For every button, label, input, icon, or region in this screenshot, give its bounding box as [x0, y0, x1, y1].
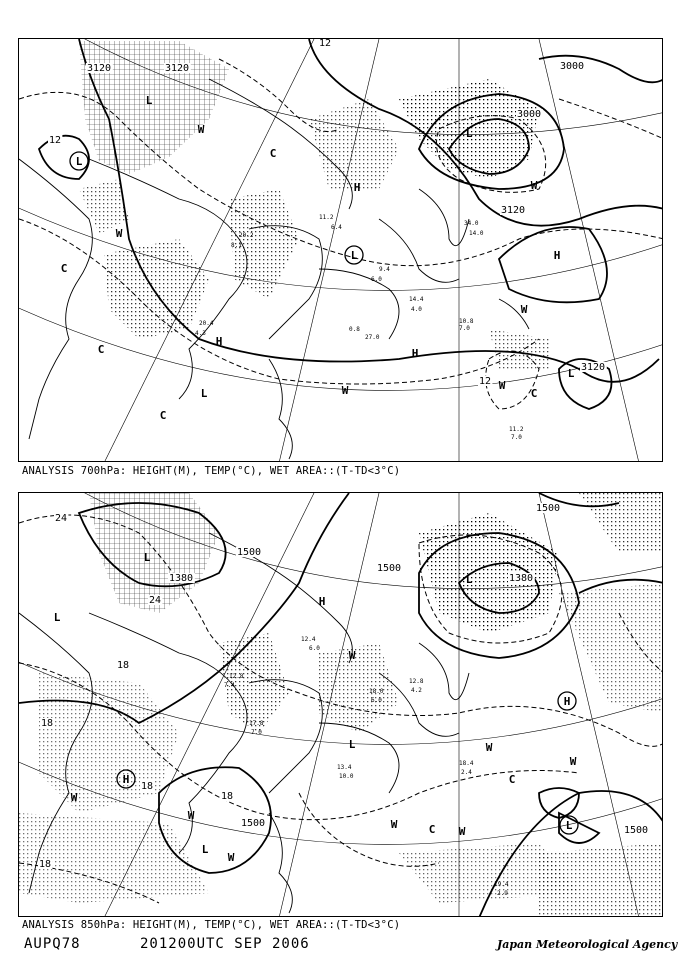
svg-text:2.4: 2.4: [461, 769, 472, 776]
analysis-850hpa-map: [18, 492, 663, 917]
marker-l: L: [465, 573, 473, 586]
svg-text:20.4: 20.4: [199, 320, 214, 327]
marker-w: W: [115, 227, 123, 240]
marker-w: W: [187, 809, 195, 822]
svg-text:12.8: 12.8: [409, 678, 424, 685]
marker-w: W: [348, 649, 356, 662]
svg-text:7.0: 7.0: [459, 325, 470, 332]
contour-label: 1500: [241, 818, 266, 829]
marker-l: L: [465, 127, 473, 140]
svg-text:20.2: 20.2: [239, 232, 254, 239]
marker-c: C: [508, 773, 516, 786]
svg-text:14.0: 14.0: [469, 230, 484, 237]
contour-label: 1500: [237, 547, 262, 558]
marker-h: H: [553, 249, 561, 262]
marker-c: C: [97, 343, 105, 356]
svg-text:10.8: 10.8: [459, 318, 474, 325]
marker-l: L: [201, 843, 209, 856]
svg-text:6.0: 6.0: [371, 276, 382, 283]
contour-label: 12: [49, 135, 62, 146]
marker-h: H: [318, 595, 326, 608]
marker-w: W: [569, 755, 577, 768]
marker-w: W: [520, 303, 528, 316]
marker-l: L: [75, 155, 83, 168]
contour-label: 12: [479, 376, 492, 387]
marker-l: L: [145, 94, 153, 107]
contour-label: 3120: [87, 63, 112, 74]
contour-label: 18: [117, 660, 130, 671]
svg-text:6.4: 6.4: [331, 224, 342, 231]
marker-c: C: [428, 823, 436, 836]
marker-c: C: [60, 262, 68, 275]
marker-l: L: [200, 387, 208, 400]
contour-label: 18: [221, 791, 234, 802]
svg-text:11.2: 11.2: [319, 214, 334, 221]
contour-label: 1500: [624, 825, 649, 836]
contour-label: 3000: [560, 61, 585, 72]
contour-label: 18: [41, 718, 54, 729]
contour-label: 18: [39, 859, 52, 870]
marker-w: W: [341, 384, 349, 397]
svg-text:18.4: 18.4: [459, 760, 474, 767]
contour-label: 3120: [501, 205, 526, 216]
marker-l: L: [143, 551, 151, 564]
marker-l: L: [565, 819, 573, 832]
marker-h: H: [353, 181, 361, 194]
svg-text:17.8: 17.8: [249, 720, 264, 727]
contour-label: 1380: [509, 573, 534, 584]
map-700-canvas: [19, 39, 663, 462]
svg-text:7.4: 7.4: [224, 682, 235, 689]
marker-l: L: [567, 367, 575, 380]
marker-w: W: [390, 818, 398, 831]
map-850-canvas: [19, 493, 663, 917]
marker-w: W: [485, 741, 493, 754]
analysis-700hpa-map: [18, 38, 663, 462]
contour-label: 1500: [536, 503, 561, 514]
marker-w: W: [227, 851, 235, 864]
svg-text:14.4: 14.4: [409, 296, 424, 303]
svg-text:6.0: 6.0: [309, 645, 320, 652]
svg-text:7.0: 7.0: [511, 434, 522, 441]
contour-label: 24: [55, 513, 68, 524]
marker-w: W: [197, 123, 205, 136]
marker-h: H: [215, 335, 223, 348]
marker-h: H: [563, 695, 571, 708]
marker-c: C: [530, 387, 538, 400]
svg-text:4.3: 4.3: [195, 330, 206, 337]
agency-credit: Japan Meteorological Agency: [497, 938, 678, 951]
marker-w: W: [498, 379, 506, 392]
svg-text:7.0: 7.0: [251, 729, 262, 736]
contour-label: 1380: [169, 573, 194, 584]
contour-label: 3120: [581, 362, 606, 373]
marker-l: L: [350, 249, 358, 262]
svg-text:8.1: 8.1: [231, 242, 242, 249]
marker-h: H: [411, 347, 419, 360]
contour-label: 18: [141, 781, 154, 792]
chart-code: AUPQ78: [24, 936, 81, 952]
valid-time: 201200UTC SEP 2006: [140, 936, 310, 952]
svg-text:12.4: 12.4: [301, 636, 316, 643]
svg-text:11.2: 11.2: [509, 426, 524, 433]
marker-h: H: [122, 773, 130, 786]
marker-c: C: [159, 409, 167, 422]
contour-label: 3120: [165, 63, 190, 74]
svg-text:4.2: 4.2: [411, 687, 422, 694]
svg-text:27.0: 27.0: [365, 334, 380, 341]
wet-areas-700: [79, 41, 549, 369]
caption-850: ANALYSIS 850hPa: HEIGHT(M), TEMP(°C), WET AREA::(T-TD<3°C): [22, 919, 401, 931]
marker-l: L: [348, 738, 356, 751]
svg-text:9.4: 9.4: [379, 266, 390, 273]
svg-text:2.9: 2.9: [497, 890, 508, 897]
svg-text:19.4: 19.4: [494, 881, 509, 888]
contour-label: 3000: [517, 109, 542, 120]
svg-text:4.0: 4.0: [411, 306, 422, 313]
svg-text:12.8: 12.8: [229, 673, 244, 680]
contour-label: 12: [319, 39, 332, 49]
svg-text:18.0: 18.0: [369, 688, 384, 695]
marker-w: W: [70, 791, 78, 804]
svg-text:6.0: 6.0: [371, 697, 382, 704]
svg-text:34.0: 34.0: [464, 220, 479, 227]
svg-text:13.4: 13.4: [337, 764, 352, 771]
svg-text:0.8: 0.8: [349, 326, 360, 333]
svg-text:10.0: 10.0: [339, 773, 354, 780]
contour-label: 24: [149, 595, 162, 606]
marker-w: W: [530, 179, 538, 192]
marker-w: W: [458, 825, 466, 838]
marker-c: C: [269, 147, 277, 160]
marker-l: L: [53, 611, 61, 624]
contour-label: 1500: [377, 563, 402, 574]
caption-700: ANALYSIS 700hPa: HEIGHT(M), TEMP(°C), WET AREA::(T-TD<3°C): [22, 465, 401, 477]
